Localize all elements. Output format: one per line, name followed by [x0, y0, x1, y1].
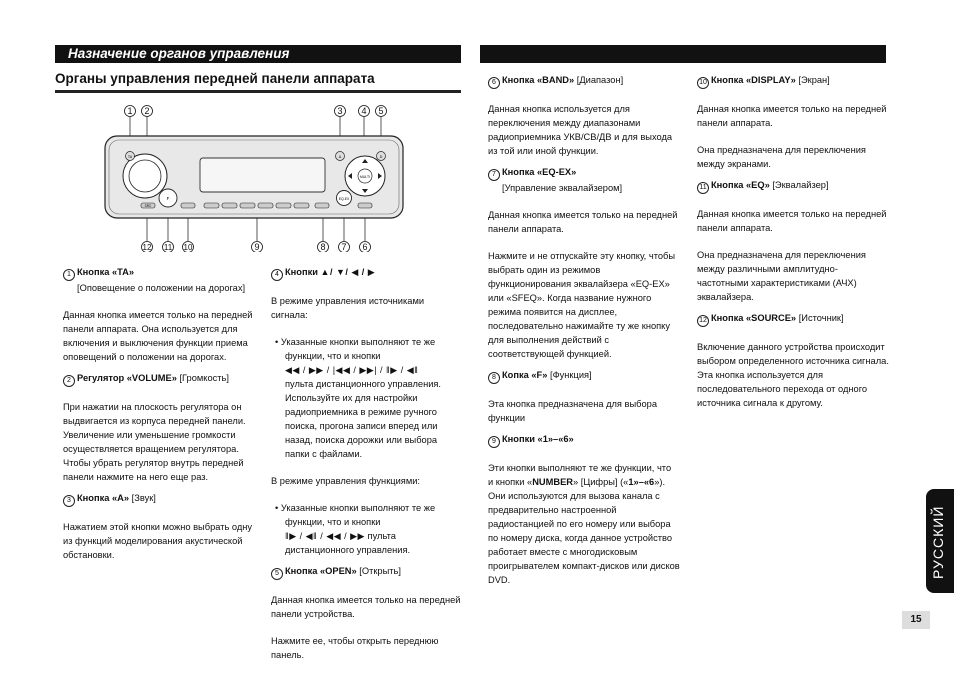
- item-9-line-1: Эти кнопки выполняют те же функции, что: [488, 463, 672, 473]
- item-2-body: При нажатии на плоскость регулятора он выдвигается из корпуса передней панели. Увеличение или уменьшение громкости осуществляется вращением регулятора. Чтобы убрать регулятор внутрь передней панели нажмите на него еще раз.: [63, 402, 246, 482]
- display-window: [200, 158, 325, 192]
- item-7-body-2: Нажмите и не отпускайте эту кнопку, чтобы выбрать один из режимов функционирования эквалайзера «EQ-EX» или «SFEQ». Когда название нужного режима появится на дисплее, последовательно нажимайте ту же кнопку для выполнения действий с соответствующей функцией.: [488, 251, 676, 359]
- callout-5: 5: [378, 106, 384, 116]
- subtitle-rule: [55, 90, 461, 93]
- item-number-12: 12: [697, 315, 709, 327]
- item-4-bullet-2: • Указанные кнопки выполняют те же функции, что и кнопки: [275, 503, 436, 527]
- callout-6: 6: [362, 242, 368, 252]
- item-11-suffix: [Эквалайзер]: [769, 180, 829, 190]
- item-number-4: 4: [271, 269, 283, 281]
- callout-2: 2: [144, 106, 150, 116]
- source-button-label: SRC: [144, 204, 152, 208]
- language-label: РУССКИЙ: [930, 505, 946, 579]
- item-number-10: 10: [697, 77, 709, 89]
- band-button[interactable]: [358, 203, 372, 208]
- item-4-arrow-symbols: ▲/ ▼/ ◀ / ▶: [320, 267, 376, 277]
- item-12-body: Включение данного устройства происходит выбором определенного источника сигнала. Эта кнопка используется для последовательного перехода от одного источника сигнала к другому.: [697, 342, 889, 408]
- item-number-9: 9: [488, 436, 500, 448]
- preset-button[interactable]: [258, 203, 273, 208]
- callout-8: 8: [320, 242, 326, 252]
- callout-bottom: [142, 242, 371, 253]
- item-10-title: Кнопка «DISPLAY»: [711, 75, 796, 85]
- audio-button-label: A: [338, 155, 342, 159]
- function-button-label: F: [166, 196, 170, 201]
- item-10-body: Данная кнопка имеется только на передней панели аппарата.: [697, 104, 887, 128]
- callout-3: 3: [337, 106, 343, 116]
- item-5-title: Кнопка «OPEN»: [285, 566, 357, 576]
- item-12-title: Кнопка «SOURCE»: [711, 313, 797, 323]
- column-3: [488, 73, 680, 587]
- preset-button[interactable]: [240, 203, 255, 208]
- item-number-5: 5: [271, 568, 283, 580]
- language-side-tab: [926, 489, 954, 593]
- callout-10: 10: [183, 243, 193, 252]
- column-2: [271, 265, 463, 662]
- item-7-body: Данная кнопка имеется только на передней панели аппарата.: [488, 210, 678, 234]
- item-3-body: Нажатием этой кнопки можно выбрать одну из функций моделирования акустической обстановки.: [63, 522, 253, 560]
- item-2-suffix: [Громкость]: [176, 373, 229, 383]
- item-1-body: Данная кнопка имеется только на передней панели аппарата. Она используется для включения и выключения функции приема оповещений о положении на дорогах.: [63, 310, 253, 362]
- callout-9: 9: [254, 242, 260, 252]
- item-4-intro-source: В режиме управления источниками сигнала:: [271, 296, 425, 320]
- item-3-suffix: [Звук]: [129, 493, 156, 503]
- item-number-11: 11: [697, 182, 709, 194]
- ta-button-label: TA: [127, 155, 133, 159]
- section-header-bar-right: [480, 45, 886, 63]
- preset-button[interactable]: [222, 203, 237, 208]
- item-7-title: Кнопка «EQ-EX»: [502, 167, 577, 177]
- item-5-body-2: Нажмите ее, чтобы открыть переднюю панель.: [271, 636, 439, 660]
- item-1-title: Кнопка «TA»: [77, 267, 135, 277]
- item-number-7: 7: [488, 169, 500, 181]
- item-number-2: 2: [63, 375, 75, 387]
- item-6-suffix: [Диапазон]: [574, 75, 624, 85]
- item-6-body: Данная кнопка используется для переключения между диапазонами радиоприемника УКВ/СВ/ДВ и для выхода из той или иной функции.: [488, 104, 673, 156]
- callout-7: 7: [341, 242, 347, 252]
- item-9-line-2c: » [Цифры] («: [573, 477, 629, 487]
- item-8-suffix: [Функция]: [547, 370, 592, 380]
- preset-button[interactable]: [276, 203, 291, 208]
- front-panel-diagram: [103, 100, 413, 252]
- column-4: [697, 73, 889, 410]
- item-8-title: Копка «F»: [502, 370, 548, 380]
- item-11-body-2: Она предназначена для переключения между различными амплитудно-частотными характеристиками (АЧХ) эквалайзера.: [697, 250, 866, 302]
- item-4-bullet-1-rest: пульта дистанционного управления. Используйте их для настройки радиоприемника в режиме ручного поиска, прогона записи вперед или назад, поиска дорожки или выбора папки с файлами.: [285, 379, 442, 459]
- item-4-bullet-1-symbols: ◀◀ / ▶▶ / |◀◀ / ▶▶| / ‖▶ / ◀‖: [285, 365, 419, 375]
- item-4-bullet-2-symbols: ‖▶ / ◀‖ / ◀◀ / ▶▶: [285, 531, 365, 541]
- display-button-label: D: [379, 155, 383, 159]
- item-7-subtitle: [Управление эквалайзером]: [502, 183, 623, 193]
- f-button-small[interactable]: [315, 203, 329, 208]
- item-10-body-2: Она предназначена для переключения между экранами.: [697, 145, 866, 169]
- item-9-body: Они используются для вызова канала с предварительно настроенной радиостанцией по его номеру или выбора по номеру диска, когда данное устройство работает вместе с многодисковым проигрывателем компакт-дисков или дисков DVD.: [488, 491, 680, 585]
- item-10-suffix: [Экран]: [795, 75, 830, 85]
- section-header-bar: [55, 45, 461, 63]
- page-subtitle: Органы управления передней панели аппарата: [55, 71, 375, 86]
- item-2-title: Регулятор «VOLUME»: [77, 373, 177, 383]
- item-11-title: Кнопка «EQ»: [711, 180, 770, 190]
- item-3-title: Кнопка «A»: [77, 493, 130, 503]
- item-9-line-2e: »).: [654, 477, 666, 487]
- eq-button[interactable]: [181, 203, 195, 208]
- section-title: Назначение органов управления: [68, 46, 290, 61]
- item-9-range: 1»–«6: [628, 477, 655, 487]
- callout-11: 11: [163, 243, 173, 252]
- item-4-intro-functions: В режиме управления функциями:: [271, 476, 420, 486]
- callout-4: 4: [361, 106, 367, 116]
- item-number-3: 3: [63, 495, 75, 507]
- item-9-number-label: NUMBER: [532, 477, 574, 487]
- item-4-title: Кнопки: [285, 267, 321, 277]
- item-12-suffix: [Источник]: [796, 313, 844, 323]
- preset-button[interactable]: [204, 203, 219, 208]
- item-8-body: Эта кнопка предназначена для выбора функции: [488, 399, 658, 423]
- item-9-title: Кнопки «1»–«6»: [502, 434, 574, 444]
- page-number: 15: [902, 611, 930, 629]
- item-6-title: Кнопка «BAND»: [502, 75, 575, 85]
- item-number-6: 6: [488, 77, 500, 89]
- item-number-1: 1: [63, 269, 75, 281]
- multi-control-label: MULTI: [360, 175, 370, 179]
- callout-top: [125, 106, 387, 117]
- item-5-body: Данная кнопка имеется только на передней панели устройства.: [271, 595, 461, 619]
- item-number-8: 8: [488, 372, 500, 384]
- item-4-bullet-1: • Указанные кнопки выполняют те же функции, что и кнопки: [275, 337, 436, 361]
- eq-ex-button-label: EQ-EX: [338, 197, 350, 201]
- column-1: [63, 265, 253, 562]
- item-11-body: Данная кнопка имеется только на передней панели аппарата.: [697, 209, 887, 233]
- callout-12: 12: [142, 243, 152, 252]
- item-4-bullet-2-rest: дистанционного управления.: [285, 545, 411, 555]
- item-1-subtitle: [Оповещение о положении на дорогах]: [77, 283, 246, 293]
- item-4-bullet-2-tail: пульта: [364, 531, 396, 541]
- item-9-line-2a: и кнопки «: [488, 477, 533, 487]
- callout-1: 1: [127, 106, 133, 116]
- preset-button[interactable]: [294, 203, 309, 208]
- item-5-suffix: [Открыть]: [356, 566, 401, 576]
